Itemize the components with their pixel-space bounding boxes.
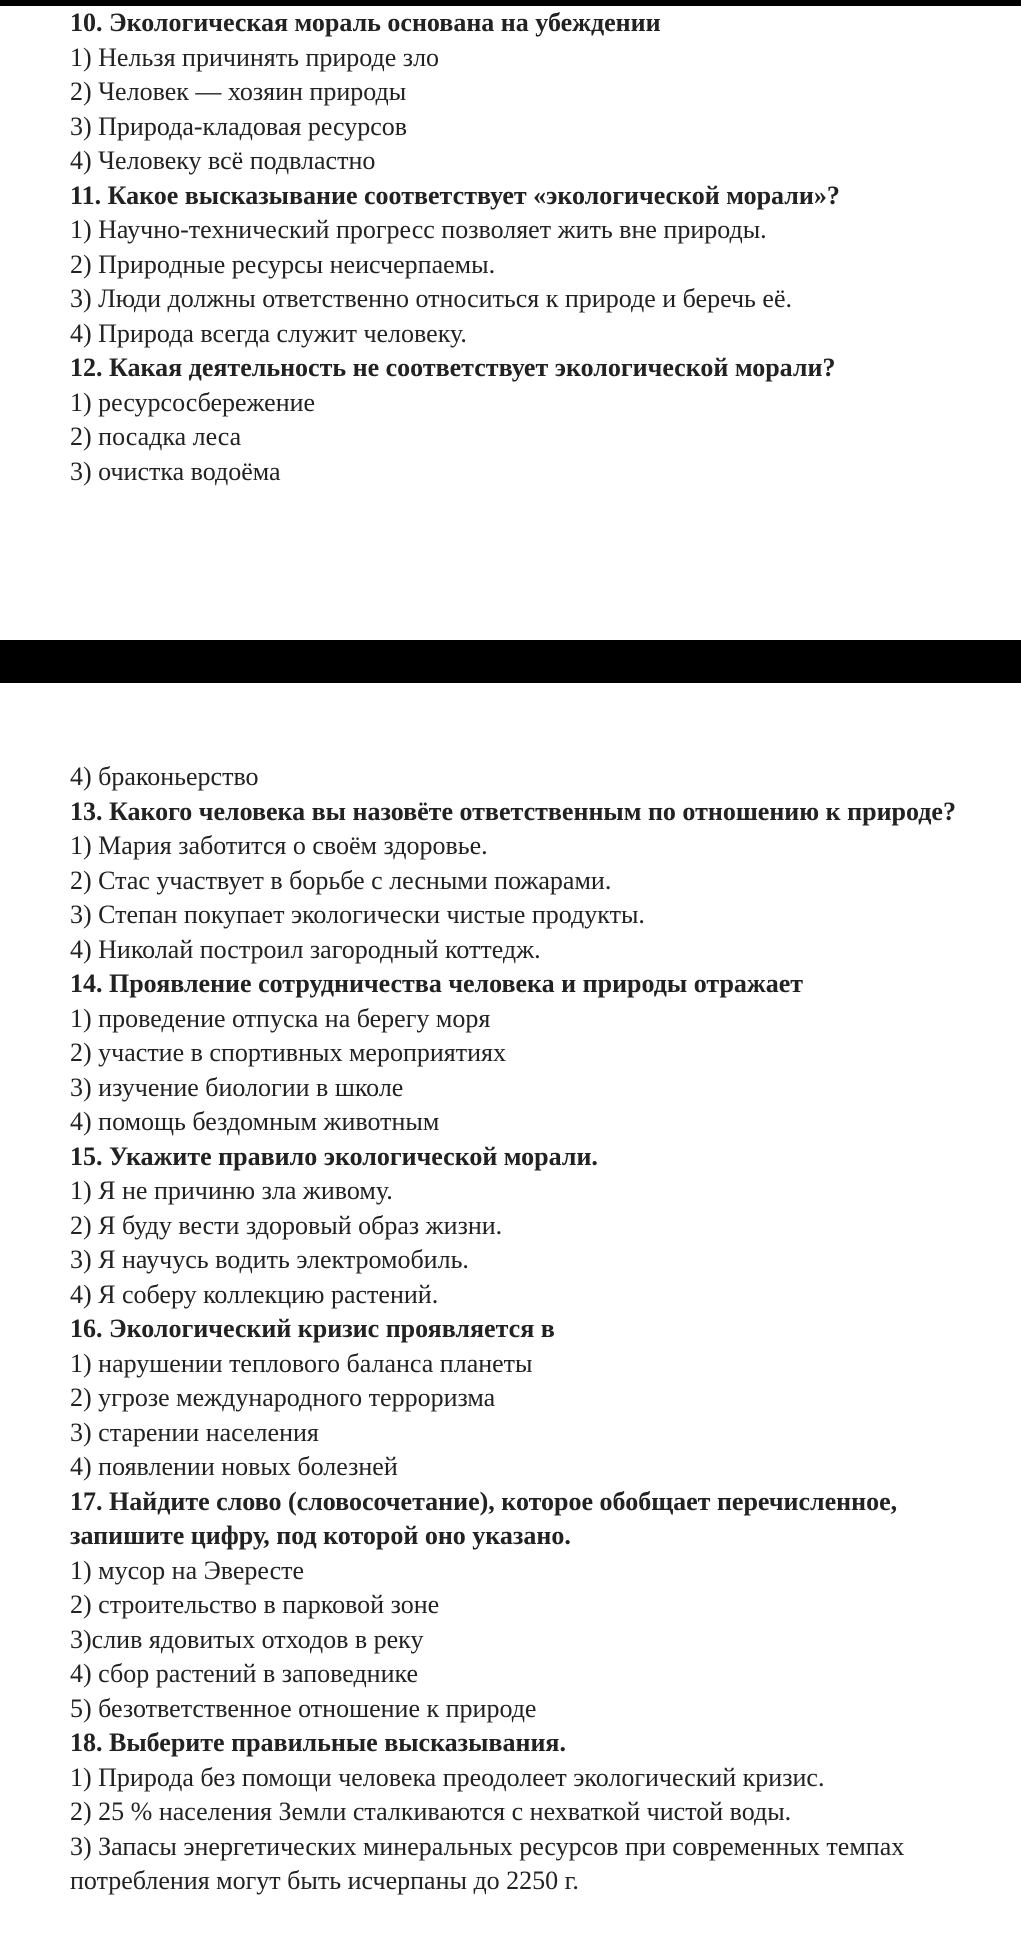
question-15-option-3: 3) Я научусь водить электромобиль. [70,1245,469,1274]
question-10-option-2: 2) Человек — хозяин природы [70,77,407,106]
question-16-option-3: 3) старении населения [70,1417,319,1447]
bottom-page [0,683,1021,1944]
question-14-option-3: 3) изучение биологии в школе [70,1072,404,1102]
question-11-option-2: 2) Природные ресурсы неисчерпаемы. [70,249,496,279]
question-10-option-3: 3) Природа-кладовая ресурсов [70,111,408,141]
question-17-option-1: 1) мусор на Эвересте [70,1555,305,1585]
question-18-option-1: 1) Природа без помощи человека преодолеет экологический кризис. [70,1762,825,1792]
question-block-13-18 [70,760,1016,1899]
top-page [0,0,1021,640]
question-17-option-2: 2) строительство в парковой зоне [70,1590,440,1619]
question-11-option-1: 1) Научно-технический прогресс позволяет жить вне природы. [70,215,767,244]
question-16-title: 16. Экологический кризис проявляется в [70,1314,555,1343]
question-17-option-5: 5) безответственное отношение к природе [70,1693,537,1723]
question-13-option-2: 2) Стас участвует в борьбе с лесными пожарами. [70,865,612,895]
question-15-title: 15. Укажите правило экологической морали. [70,1141,598,1171]
question-17-title: 17. Найдите слово (словосочетание), которое обобщает перечисленное, запишите цифру, под которой оно указано. [70,1486,898,1550]
question-14-title: 14. Проявление сотрудничества человека и природы отражает [70,969,804,998]
question-13-option-1: 1) Мария заботится о своём здоровье. [70,831,488,860]
question-17-option-3: 3)слив ядовитых отходов в реку [70,1624,424,1654]
page-separator [0,640,1021,683]
question-14-option-1: 1) проведение отпуска на берегу моря [70,1003,491,1033]
question-16-option-2: 2) угрозе международного терроризма [70,1383,496,1412]
question-13-option-3: 3) Степан покупает экологически чистые продукты. [70,900,645,929]
question-12-title: 12. Какая деятельность не соответствует экологической морали? [70,353,836,382]
question-18-title: 18. Выберите правильные высказывания. [70,1728,566,1757]
question-12-option-2: 2) посадка леса [70,422,242,451]
question-11-title: 11. Какое высказывание соответствует «экологической морали»? [70,180,840,210]
question-14-option-4: 4) помощь бездомным животным [70,1107,440,1136]
question-14-option-2: 2) участие в спортивных мероприятиях [70,1038,506,1067]
question-16-option-1: 1) нарушении теплового баланса планеты [70,1348,533,1378]
question-12-option-1: 1) ресурсосбережение [70,387,316,417]
question-block-10 [70,6,1016,489]
question-11-option-4: 4) Природа всегда служит человеку. [70,318,467,348]
question-16-option-4: 4) появлении новых болезней [70,1452,398,1481]
question-11-option-3: 3) Люди должны ответственно относиться к природе и беречь её. [70,284,792,313]
question-15-option-2: 2) Я буду вести здоровый образ жизни. [70,1210,503,1240]
question-13-option-4: 4) Николай построил загородный коттедж. [70,934,541,964]
question-15-option-1: 1) Я не причиню зла живому. [70,1176,393,1205]
question-18-option-3: 3) Запасы энергетических минеральных ресурсов при современных темпах потребления могут быть исчерпаны до 2250 г. [70,1831,905,1895]
question-12-option-4: 4) браконьерство [70,762,259,791]
question-12-option-3: 3) очистка водоёма [70,456,281,486]
question-10-option-1: 1) Нельзя причинять природе зло [70,42,440,72]
question-10-option-4: 4) Человеку всё подвластно [70,146,376,175]
question-18-option-2: 2) 25 % населения Земли сталкиваются с нехваткой чистой воды. [70,1797,792,1826]
question-15-option-4: 4) Я соберу коллекцию растений. [70,1279,439,1309]
question-10-title: 10. Экологическая мораль основана на убеждении [70,8,661,37]
question-17-option-4: 4) сбор растений в заповеднике [70,1659,419,1688]
question-13-title: 13. Какого человека вы назовёте ответственным по отношению к природе? [70,796,956,826]
